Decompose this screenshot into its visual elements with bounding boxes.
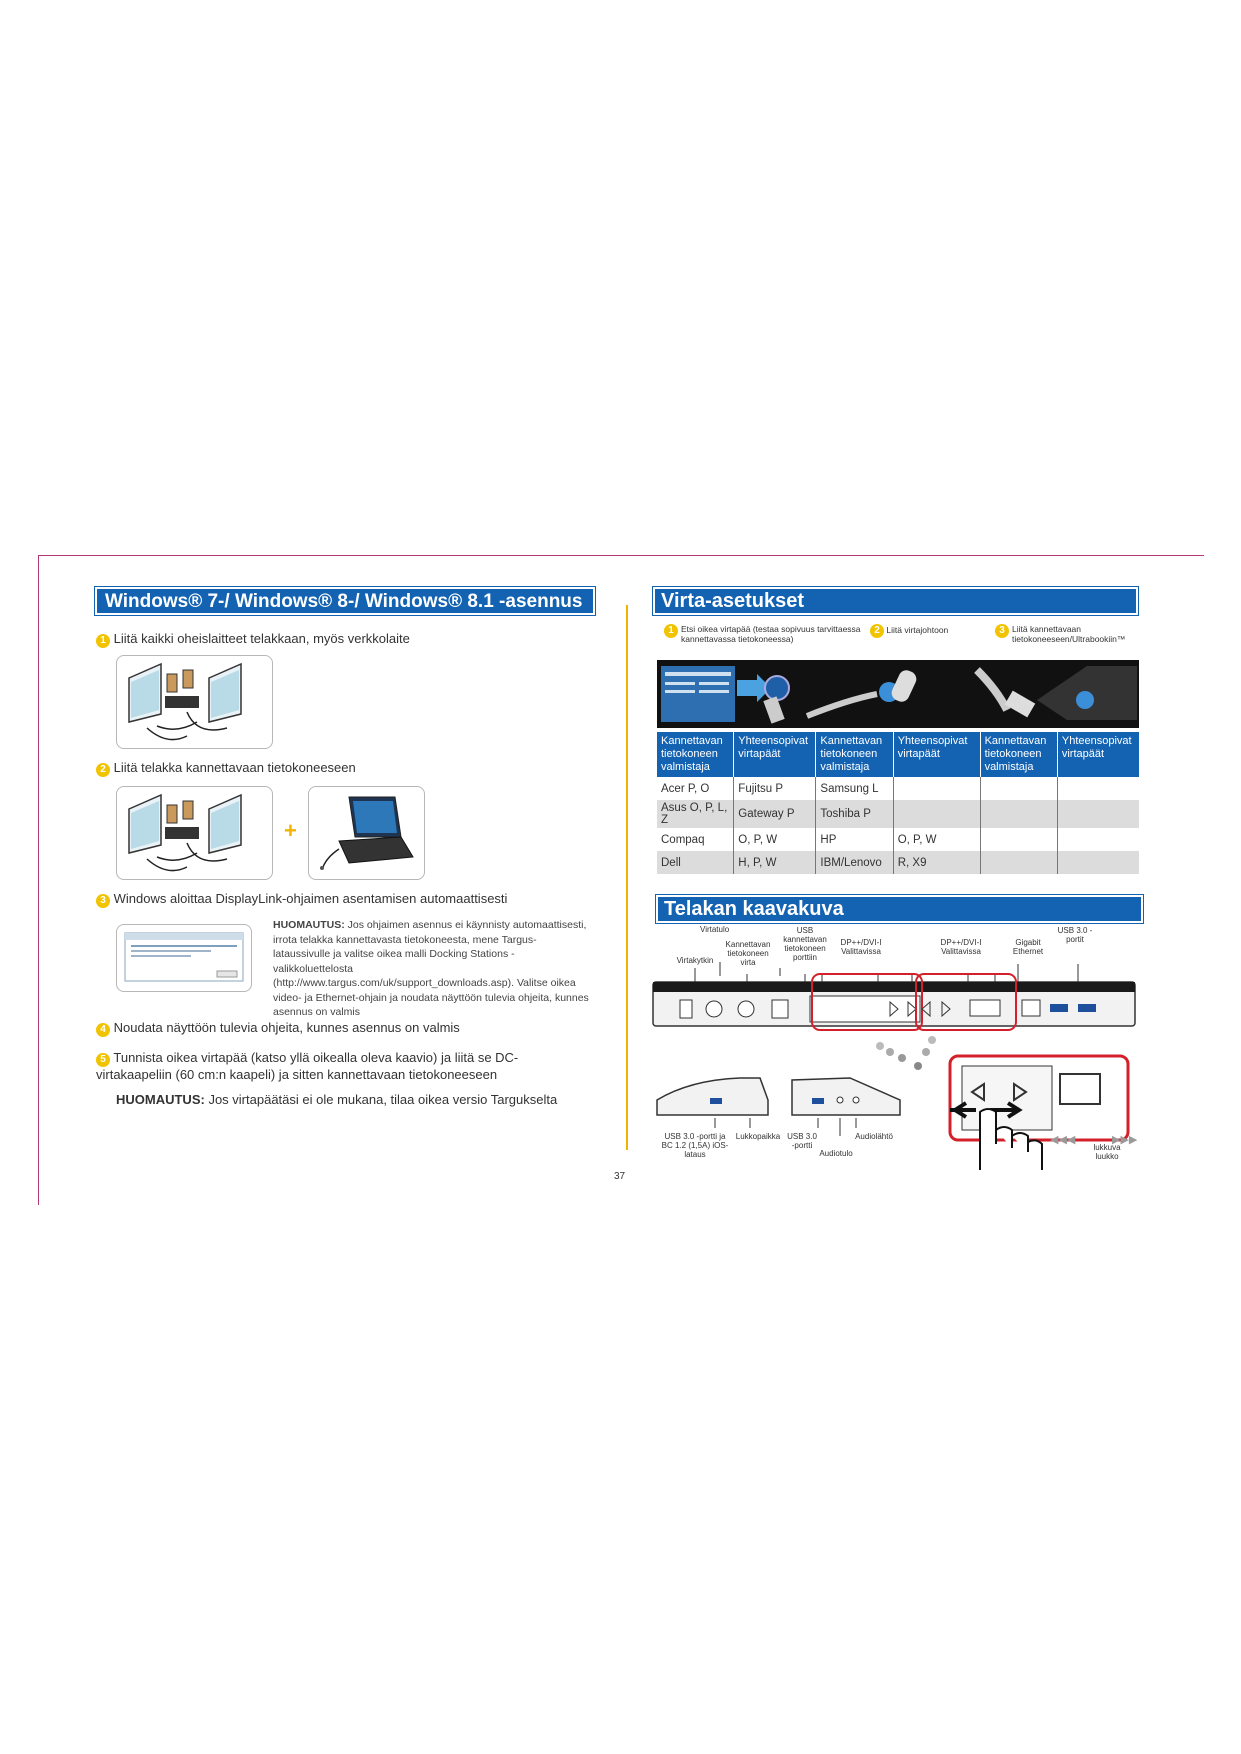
driver-note-label: HUOMAUTUS: <box>273 919 345 931</box>
table-row <box>657 800 1139 828</box>
step-number-3: 3 <box>96 894 110 908</box>
dvi-port-icon <box>810 996 920 1022</box>
step-5 <box>96 1050 556 1082</box>
step-3-text: Windows aloittaa DisplayLink-ohjaimen asentamisen automaattisesti <box>113 891 508 906</box>
displayport-zoom-icon <box>1060 1074 1100 1104</box>
step-3 <box>96 891 507 908</box>
power-in-icon <box>706 1001 722 1017</box>
power-step-number-3: 3 <box>995 624 1009 638</box>
label-lukkuva: lukkuva luukko <box>1093 1143 1121 1161</box>
table-cell: Dell <box>657 851 734 874</box>
table-cell <box>1057 777 1139 800</box>
usb3-port-icon <box>1050 1004 1068 1012</box>
power-step-3-text: Liitä kannettavaan tietokoneeseen/Ultrabookiin™ <box>1012 624 1126 644</box>
step-number-1: 1 <box>96 634 110 648</box>
table-cell <box>980 828 1057 851</box>
table-cell <box>1057 828 1139 851</box>
power-step-3 <box>995 624 1145 644</box>
power-step-1 <box>664 624 864 644</box>
label-usb3-side: USB 3.0 -portti <box>787 1132 817 1150</box>
table-header: Kannettavan tietokoneen valmistaja <box>980 732 1057 777</box>
dock-side-right <box>792 1078 900 1115</box>
laptop-illustration <box>308 786 425 880</box>
page-frame-left <box>38 555 39 1205</box>
table-cell: Fujitsu P <box>734 777 816 800</box>
step-4 <box>96 1020 460 1037</box>
label-virtakytkin: Virtakytkin <box>676 956 714 965</box>
step-2 <box>96 760 356 777</box>
step-2-text: Liitä telakka kannettavaan tietokoneeseen <box>113 760 356 775</box>
page-number: 37 <box>614 1171 626 1182</box>
power-step-1-text: Etsi oikea virtapää (testaa sopivuus tarvittaessa kannettavassa tietokoneessa) <box>681 624 861 644</box>
table-row <box>657 828 1139 851</box>
label-virtatulo: Virtatulo <box>700 925 730 934</box>
driver-note <box>273 918 591 1020</box>
final-note-text: Jos virtapäätäsi ei ole mukana, tilaa oikea versio Targukselta <box>208 1092 558 1107</box>
power-switch-icon <box>680 1000 692 1018</box>
table-cell: HP <box>816 828 893 851</box>
laptop-icon <box>309 787 424 879</box>
label-usb3-ports: USB 3.0 -portit <box>1057 926 1093 944</box>
ethernet-icon <box>1022 1000 1040 1016</box>
dialog-window-icon <box>117 925 251 991</box>
power-step-number-2: 2 <box>870 624 884 638</box>
label-gigabit: Gigabit Ethernet <box>1012 938 1044 956</box>
dock-diagram-title: Telakan kaavakuva <box>656 895 1143 923</box>
table-row <box>657 777 1139 800</box>
driver-note-text: Jos ohjaimen asennus ei käynnisty automaattisesti, irrota telakka kannettavasta tietokoneesta, mene Targus-lataussivulle ja valitse oikea malli Docking Stations -valikkoluettelosta (http://www.targus.com/uk/support_downloads.asp). Valitse oikea video- ja Ethernet-ohjain ja noudata näyttöön tulevia ohjeita, kunnes asennus on valmis <box>273 919 589 1018</box>
dock-side-left <box>657 1078 768 1115</box>
table-cell: R, X9 <box>893 851 980 874</box>
table-header-row <box>657 732 1139 777</box>
power-step-2-text: Liitä virtajohtoon <box>886 625 949 635</box>
table-cell: IBM/Lenovo <box>816 851 893 874</box>
step-number-4: 4 <box>96 1023 110 1037</box>
label-usb-portti: USB kannettavan tietokoneen porttiin <box>783 926 827 962</box>
table-cell <box>893 800 980 828</box>
table-cell: Toshiba P <box>816 800 893 828</box>
peripherals-illustration <box>116 655 273 749</box>
power-step-2 <box>870 624 990 638</box>
table-cell <box>980 851 1057 874</box>
label-lukkopaikka: Lukkopaikka <box>735 1132 781 1141</box>
table-header: Yhteensopivat virtapäät <box>893 732 980 777</box>
step-4-text: Noudata näyttöön tulevia ohjeita, kunnes asennus on valmis <box>113 1020 460 1035</box>
step-1 <box>96 631 410 648</box>
svg-text:◀◀◀: ◀◀◀ <box>1050 1133 1076 1146</box>
power-step-number-1: 1 <box>664 624 678 638</box>
table-cell: O, P, W <box>734 828 816 851</box>
table-cell <box>980 777 1057 800</box>
plus-sign: + <box>284 818 297 843</box>
step-number-2: 2 <box>96 763 110 777</box>
table-cell <box>893 777 980 800</box>
table-cell: Samsung L <box>816 777 893 800</box>
label-kannettavan-virta: Kannettavan tietokoneen virta <box>725 940 771 967</box>
label-dp-1: DP++/DVI-I Valittavissa <box>840 938 882 956</box>
page-frame-top <box>38 555 1204 556</box>
installer-screenshot <box>116 924 252 992</box>
column-divider <box>626 605 628 1150</box>
usb-upstream-icon <box>772 1000 788 1018</box>
dock-illustration <box>116 786 273 880</box>
table-header: Kannettavan tietokoneen valmistaja <box>657 732 734 777</box>
table-cell <box>980 800 1057 828</box>
svg-text:▶▶▶: ▶▶▶ <box>1112 1133 1138 1146</box>
table-cell: Compaq <box>657 828 734 851</box>
table-cell <box>1057 800 1139 828</box>
table-cell <box>1057 851 1139 874</box>
table-cell: H, P, W <box>734 851 816 874</box>
label-usb3-bc: USB 3.0 -portti ja BC 1.2 (1,5A) iOS-lataus <box>661 1132 729 1159</box>
left-section-title: Windows® 7-/ Windows® 8-/ Windows® 8.1 -asennus <box>95 587 595 615</box>
step-1-text: Liitä kaikki oheislaitteet telakkaan, myös verkkolaite <box>113 631 410 646</box>
power-connectors-icon <box>657 660 1139 728</box>
label-dp-2: DP++/DVI-I Valittavissa <box>940 938 982 956</box>
power-settings-title: Virta-asetukset <box>653 587 1138 615</box>
displayport-icon <box>970 1000 1000 1016</box>
table-cell: Gateway P <box>734 800 816 828</box>
step-5-text: Tunnista oikea virtapää (katso yllä oikealla oleva kaavio) ja liitä se DC-virtakaapeliin (60 cm:n kaapeli) ja sitten kannettavaan tietokoneeseen <box>96 1050 519 1082</box>
final-note <box>116 1092 557 1107</box>
laptop-power-icon <box>738 1001 754 1017</box>
final-note-label: HUOMAUTUS: <box>116 1092 205 1107</box>
label-audiolahto: Audiolähtö <box>855 1132 893 1141</box>
monitors-dock-icon-2 <box>117 787 272 879</box>
label-audiotulo: Audiotulo <box>819 1149 853 1158</box>
table-header: Yhteensopivat virtapäät <box>734 732 816 777</box>
table-header: Yhteensopivat virtapäät <box>1057 732 1139 777</box>
table-row <box>657 851 1139 874</box>
power-tip-table <box>657 732 1139 874</box>
table-cell: Acer P, O <box>657 777 734 800</box>
table-cell: O, P, W <box>893 828 980 851</box>
power-tip-photo-strip <box>657 660 1139 728</box>
table-header: Kannettavan tietokoneen valmistaja <box>816 732 893 777</box>
usb3-port-icon <box>1078 1004 1096 1012</box>
monitors-dock-icon <box>117 656 272 748</box>
table-cell: Asus O, P, L, Z <box>657 800 734 828</box>
step-number-5: 5 <box>96 1053 110 1067</box>
